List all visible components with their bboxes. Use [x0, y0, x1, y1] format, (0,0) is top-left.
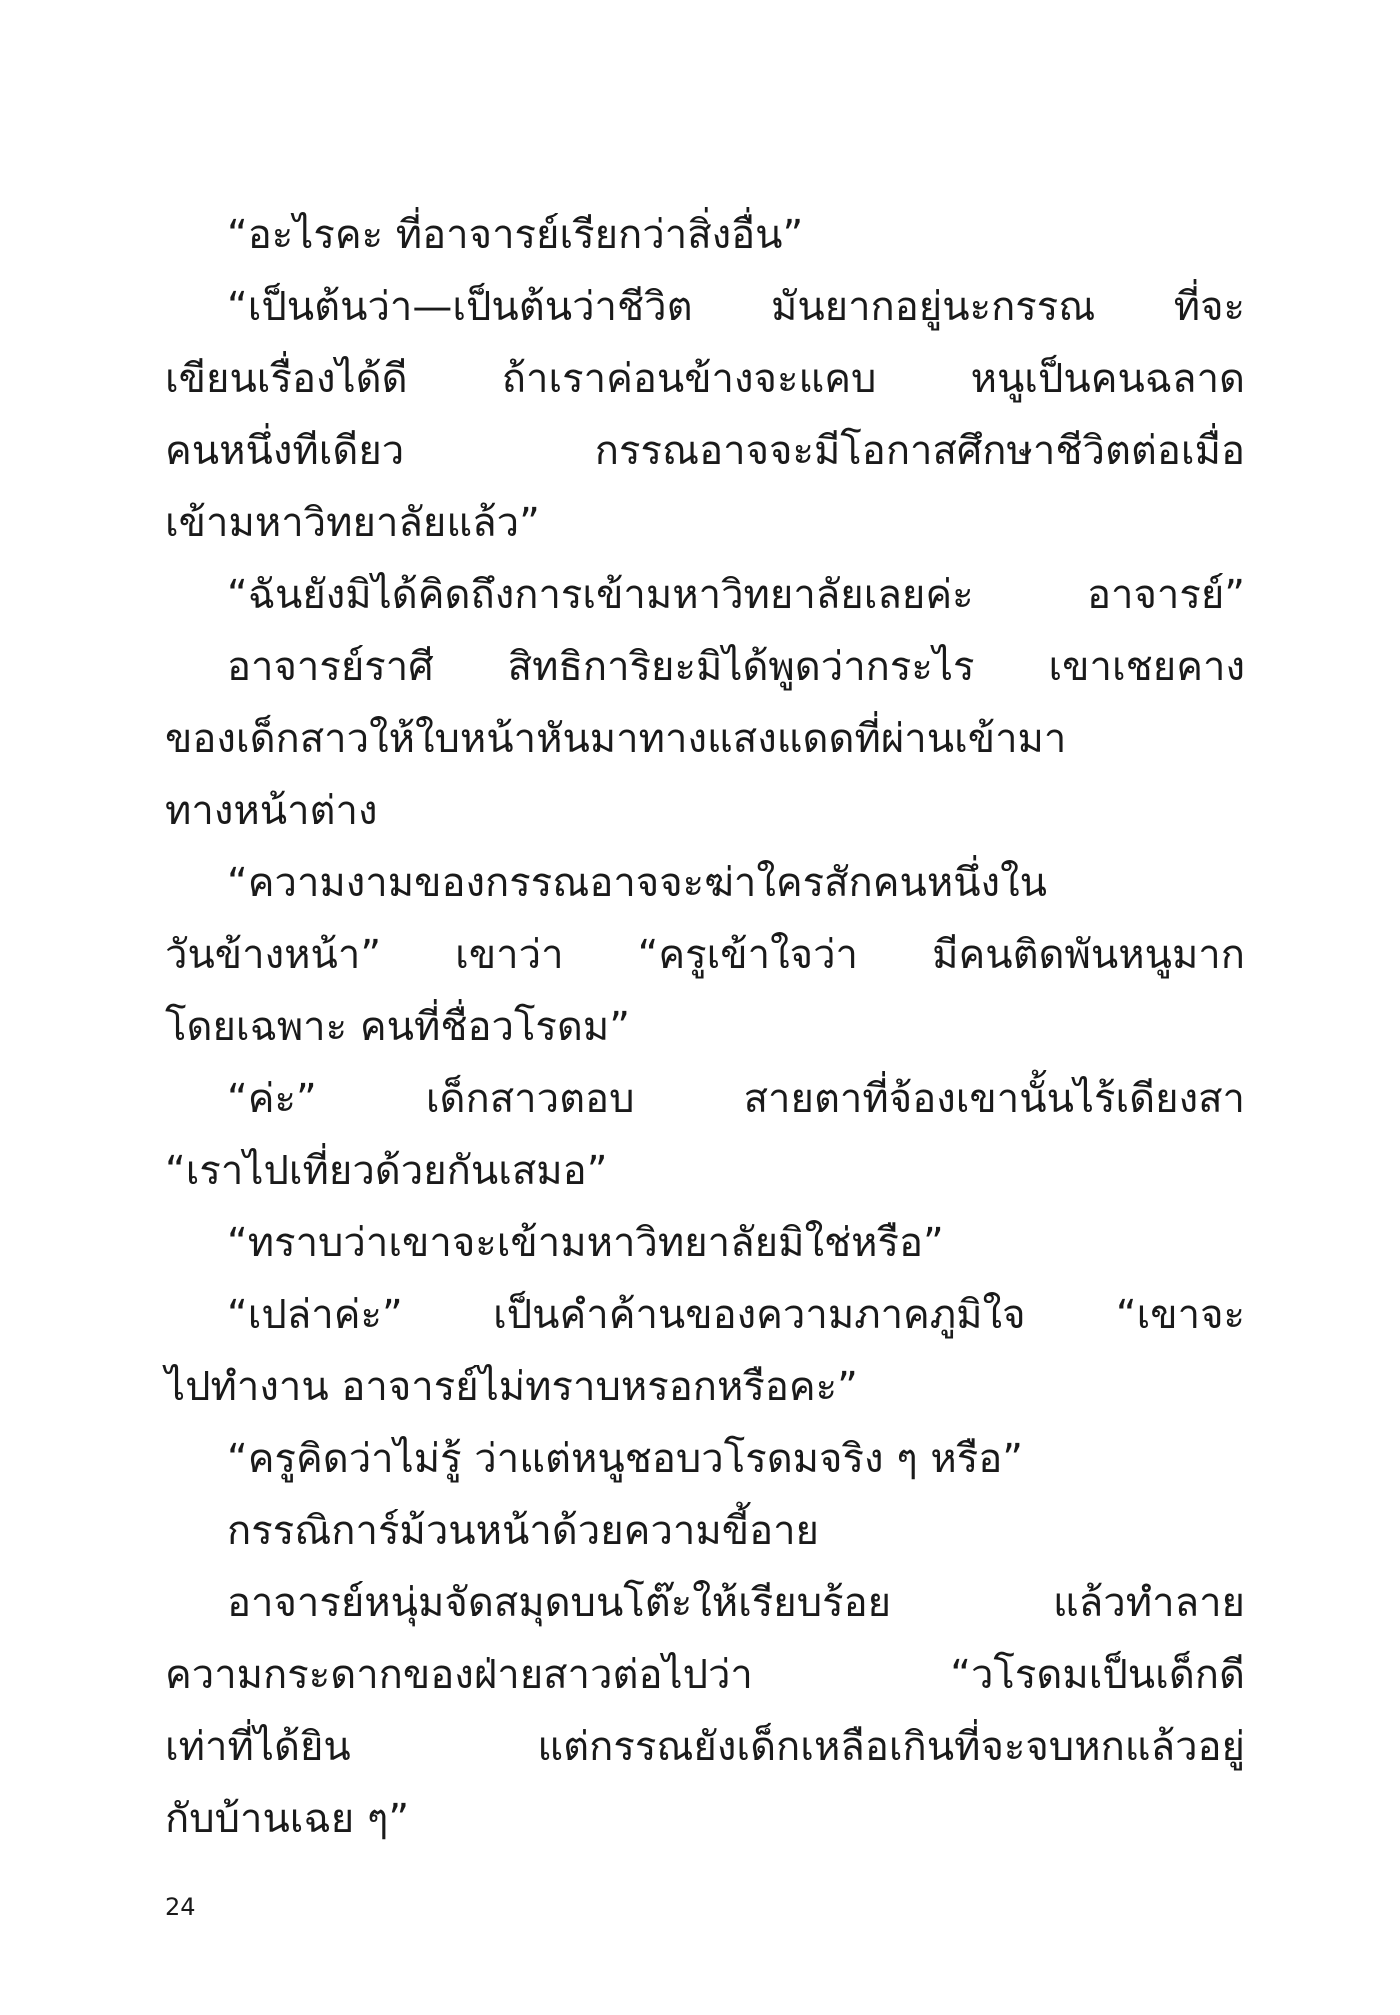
text-line: “ครูคิดว่าไม่รู้ ว่าแต่หนูชอบวโรดมจริง ๆ หรือ”	[227, 1436, 1023, 1482]
text-line: ของเด็กสาวให้ใบหน้าหันมาทางแสงแดดที่ผ่านเข้ามา	[165, 716, 1067, 762]
text-line: ทางหน้าต่าง	[165, 788, 378, 834]
text-line: “ฉันยังมิได้คิดถึงการเข้ามหาวิทยาลัยเลยค่ะ อาจารย์”	[227, 572, 1245, 618]
text-line: อาจารย์หนุ่มจัดสมุดบนโต๊ะให้เรียบร้อย แล้วทำลาย	[227, 1580, 1245, 1626]
text-line: ความกระดากของฝ่ายสาวต่อไปว่า “วโรดมเป็นเด็กดี	[165, 1652, 1245, 1698]
text-line: ไปทำงาน อาจารย์ไม่ทราบหรอกหรือคะ”	[165, 1364, 858, 1410]
text-line: “ค่ะ” เด็กสาวตอบ สายตาที่จ้องเขานั้นไร้เดียงสา	[227, 1076, 1245, 1122]
text-line: เท่าที่ได้ยิน แต่กรรณยังเด็กเหลือเกินที่จะจบหกแล้วอยู่	[165, 1724, 1245, 1770]
text-line: กรรณิการ์ม้วนหน้าด้วยความขี้อาย	[227, 1508, 819, 1554]
text-line: “เปล่าค่ะ” เป็นคำค้านของความภาคภูมิใจ “เขาจะ	[227, 1292, 1245, 1338]
text-line: เขียนเรื่องได้ดี ถ้าเราค่อนข้างจะแคบ หนูเป็นคนฉลาด	[165, 356, 1245, 402]
text-line: “เราไปเที่ยวด้วยกันเสมอ”	[165, 1148, 608, 1194]
text-line: คนหนึ่งทีเดียว กรรณอาจจะมีโอกาสศึกษาชีวิตต่อเมื่อ	[165, 428, 1245, 474]
page-number: 24	[165, 1893, 196, 1921]
text-line: วันข้างหน้า” เขาว่า “ครูเข้าใจว่า มีคนติดพันหนูมาก	[165, 932, 1245, 978]
text-line: “ความงามของกรรณอาจจะฆ่าใครสักคนหนึ่งใน	[227, 860, 1047, 906]
text-line: โดยเฉพาะ คนที่ชื่อวโรดม”	[165, 1004, 630, 1050]
text-line: กับบ้านเฉย ๆ”	[165, 1796, 410, 1842]
text-line: “อะไรคะ ที่อาจารย์เรียกว่าสิ่งอื่น”	[227, 212, 804, 258]
text-line: “ทราบว่าเขาจะเข้ามหาวิทยาลัยมิใช่หรือ”	[227, 1220, 944, 1266]
text-line: เข้ามหาวิทยาลัยแล้ว”	[165, 500, 540, 546]
text-line: อาจารย์ราศี สิทธิการิยะมิได้พูดว่ากระไร เขาเชยคาง	[227, 644, 1245, 690]
text-line: “เป็นต้นว่า—เป็นต้นว่าชีวิต มันยากอยู่นะกรรณ ที่จะ	[227, 284, 1245, 330]
